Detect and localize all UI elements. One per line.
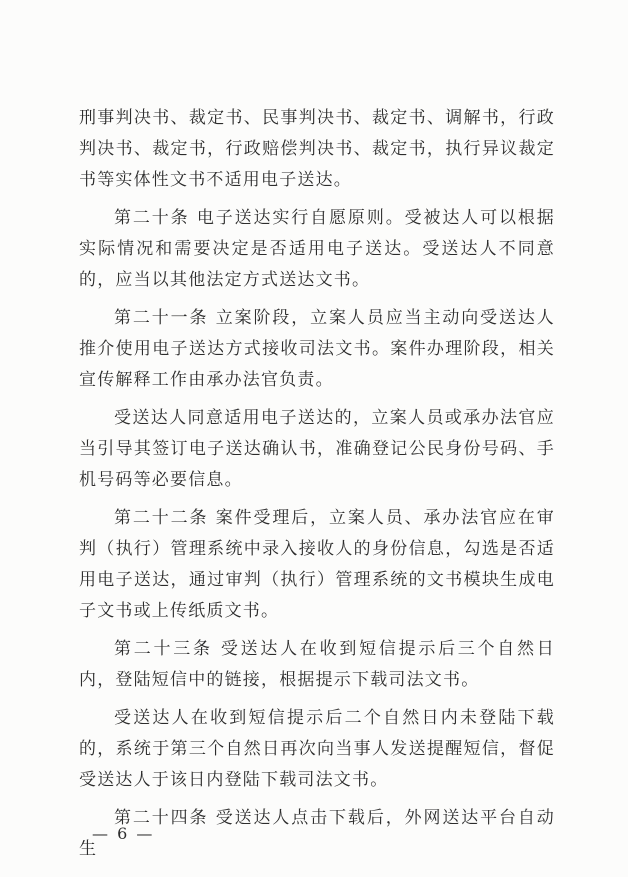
article-22-paragraph: 第二十二条 案件受理后，立案人员、承办法官应在审判（执行）管理系统中录入接收人的身份信息，勾选是否适用电子送达，通过审判（执行）管理系统的文书模块生成电子文书或上传纸质文书。 — [79, 508, 555, 621]
article-24-paragraph: 第二十四条 受送达人点击下载后，外网送达平台自动生 — [79, 808, 555, 859]
paragraph: 刑事判决书、裁定书、民事判决书、裁定书、调解书，行政判决书、裁定书，行政赔偿判决书、裁定书，执行异议裁定书等实体性文书不适用电子送达。 — [79, 108, 555, 190]
paragraph: 受送达人在收到短信提示后二个自然日内未登陆下载的，系统于第三个自然日再次向当事人发送提醒短信，督促受送达人于该日内登陆下载司法文书。 — [79, 708, 555, 790]
document-body — [79, 103, 555, 872]
page-number: — 6 — — [92, 824, 155, 843]
article-23-paragraph: 第二十三条 受送达人在收到短信提示后三个自然日内，登陆短信中的链接，根据提示下载司法文书。 — [79, 639, 555, 690]
article-20-paragraph: 第二十条 电子送达实行自愿原则。受被达人可以根据实际情况和需要决定是否适用电子送达。受送达人不同意的，应当以其他法定方式送达文书。 — [79, 208, 555, 290]
paragraph: 受送达人同意适用电子送达的，立案人员或承办法官应当引导其签订电子送达确认书，准确登记公民身份号码、手机号码等必要信息。 — [79, 408, 555, 490]
article-21-paragraph: 第二十一条 立案阶段，立案人员应当主动向受送达人推介使用电子送达方式接收司法文书。案件办理阶段，相关宣传解释工作由承办法官负责。 — [79, 308, 555, 390]
